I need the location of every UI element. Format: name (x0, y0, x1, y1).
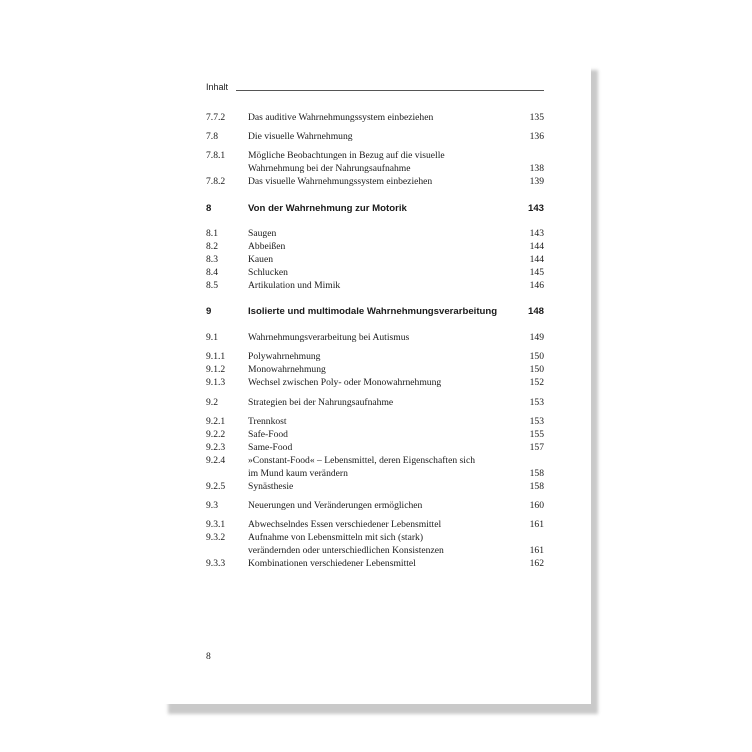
toc-entry-number: 8.3 (206, 254, 218, 265)
toc-entry-title (248, 429, 514, 442)
toc-chapter-entry (206, 203, 544, 216)
toc-entry-title (248, 176, 514, 189)
toc-entry-title-line: Neuerungen und Veränderungen ermöglichen (248, 500, 423, 511)
running-head-label: Inhalt (206, 82, 229, 92)
toc-entry-page: 136 (529, 131, 544, 142)
toc-entry-page: 144 (529, 254, 544, 265)
toc-entry-title-line: Mögliche Beobachtungen in Bezug auf die visuelle (248, 150, 445, 161)
toc-entry-title (248, 397, 514, 410)
toc-entry (206, 267, 544, 280)
toc-entry-page: 158 (529, 467, 544, 479)
toc-entry-title (248, 416, 514, 429)
toc-entry-page: 150 (529, 364, 544, 375)
toc-entry (206, 112, 544, 125)
toc-entry (206, 481, 544, 494)
toc-entry-number: 7.7.2 (206, 112, 226, 123)
toc-entry-number: 9.1.2 (206, 364, 226, 375)
toc-entry-number: 9.2.5 (206, 481, 226, 492)
book-page (161, 62, 591, 704)
toc-entry (206, 280, 544, 293)
toc-entry-title-line: Artikulation und Mimik (248, 280, 341, 291)
toc-entry-title (248, 455, 514, 480)
toc-entry-number: 9.3 (206, 500, 218, 511)
toc-entry-title-line: Wahrnehmungsverarbeitung bei Autismus (248, 332, 410, 343)
toc-entry-title-line: im Mund kaum verändern (248, 467, 348, 479)
toc-entry-title (248, 377, 514, 390)
toc-entry-number: 9.1 (206, 332, 218, 343)
toc-entry (206, 532, 544, 557)
toc-entry-title-line: Kombinationen verschiedener Lebensmittel (248, 558, 416, 569)
toc-entry-title-line: Abwechselndes Essen verschiedener Lebensmittel (248, 519, 442, 530)
toc-entry-title-line: Wahrnehmung bei der Nahrungsaufnahme (248, 162, 411, 174)
toc-entry-title-line: verändernden oder unterschiedlichen Konsistenzen (248, 544, 444, 556)
toc-entry-title-line: Isolierte und multimodale Wahrnehmungsverarbeitung (248, 306, 498, 317)
toc-entry (206, 500, 544, 513)
toc-entry (206, 416, 544, 429)
toc-entry (206, 241, 544, 254)
toc-entry-number: 9 (206, 306, 212, 317)
toc-entry-number: 9.2.1 (206, 416, 226, 427)
toc-chapter-entry (206, 306, 544, 319)
toc-entry-page: 135 (529, 112, 544, 123)
toc-entry (206, 442, 544, 455)
toc-entry-title-line: Die visuelle Wahrnehmung (248, 131, 353, 142)
page-number: 8 (206, 651, 211, 662)
toc-entry-number: 9.2.2 (206, 429, 226, 440)
toc-entry-title (248, 364, 514, 377)
toc-entry-page: 155 (529, 429, 544, 440)
toc-entry-number: 8.4 (206, 267, 218, 278)
toc-entry-title-line: Polywahrnehmung (248, 351, 321, 362)
toc-entry-title-line: »Constant-Food« – Lebensmittel, deren Eigenschaften sich (248, 455, 475, 466)
toc-entry-number: 9.1.1 (206, 351, 226, 362)
toc-entry-title (248, 228, 514, 241)
toc-entry-title (248, 203, 514, 216)
toc-entry (206, 364, 544, 377)
toc-entry-title (248, 332, 514, 345)
toc-entry-title-line: Schlucken (248, 267, 288, 278)
toc-entry-page: 158 (529, 481, 544, 492)
toc-entry (206, 332, 544, 345)
toc-entry-title (248, 351, 514, 364)
toc-entry-page: 149 (529, 332, 544, 343)
toc-entry-title-line: Saugen (248, 228, 277, 239)
toc-entry-title (248, 481, 514, 494)
toc-entry (206, 131, 544, 144)
toc-entry-number: 9.2.4 (206, 455, 226, 466)
toc-entry-page: 148 (527, 306, 544, 317)
toc-entry-number: 9.2.3 (206, 442, 226, 453)
toc-entry-page: 157 (529, 442, 544, 453)
toc-entry (206, 455, 544, 480)
toc-entry-page: 144 (529, 241, 544, 252)
toc-entry (206, 254, 544, 267)
toc-entry-page: 153 (529, 397, 544, 408)
toc-entry-title-line: Abbeißen (248, 241, 286, 252)
toc-entry-number: 8.1 (206, 228, 218, 239)
toc-entry-page: 160 (529, 500, 544, 511)
toc-entry-number: 9.3.2 (206, 532, 226, 543)
toc-entry-title (248, 500, 514, 513)
toc-entry (206, 429, 544, 442)
toc-entry-page: 162 (529, 558, 544, 569)
toc-entry-page: 153 (529, 416, 544, 427)
toc-entry-page: 139 (529, 176, 544, 187)
toc-entry (206, 558, 544, 571)
toc-entry-title-line: Aufnahme von Lebensmitteln mit sich (stark) (248, 532, 424, 543)
toc-entry (206, 176, 544, 189)
toc-entry-title (248, 306, 514, 319)
table-of-contents (161, 62, 591, 704)
toc-entry (206, 377, 544, 390)
toc-entry-number: 7.8.2 (206, 176, 226, 187)
toc-entry-number: 9.1.3 (206, 377, 226, 388)
toc-entry-number: 8 (206, 203, 212, 214)
toc-entry-page: 143 (527, 203, 544, 214)
toc-entry-number: 7.8.1 (206, 150, 226, 161)
toc-entry-title (248, 442, 514, 455)
toc-entry-number: 9.2 (206, 397, 218, 408)
toc-entry-title (248, 131, 514, 144)
toc-entry-title-line: Trennkost (248, 416, 287, 427)
toc-entry-number: 8.2 (206, 241, 218, 252)
toc-entry-title-line: Wechsel zwischen Poly- oder Monowahrnehmung (248, 377, 442, 388)
toc-entry-number: 8.5 (206, 280, 218, 291)
toc-entry (206, 228, 544, 241)
toc-entry-page: 138 (529, 162, 544, 174)
toc-entry-title-line: Kauen (248, 254, 274, 265)
toc-entry-page: 143 (529, 228, 544, 239)
toc-entry-title (248, 280, 514, 293)
toc-entry-title-line: Same-Food (248, 442, 293, 453)
toc-entry-page: 161 (529, 544, 544, 556)
toc-entry-title-line: Safe-Food (248, 429, 288, 440)
toc-entry-title (248, 254, 514, 267)
toc-entry-title (248, 267, 514, 280)
toc-entry-title (248, 112, 514, 125)
toc-entry-title (248, 150, 514, 175)
toc-entry-title (248, 532, 514, 557)
toc-entry (206, 150, 544, 175)
toc-entry-number: 9.3.3 (206, 558, 226, 569)
toc-entry-number: 9.3.1 (206, 519, 226, 530)
toc-entry-title-line: Von der Wahrnehmung zur Motorik (248, 203, 407, 214)
toc-entry (206, 519, 544, 532)
toc-entry-number: 7.8 (206, 131, 218, 142)
toc-entry-title (248, 558, 514, 571)
toc-entry-title-line: Monowahrnehmung (248, 364, 326, 375)
toc-entry-title-line: Das auditive Wahrnehmungssystem einbeziehen (248, 112, 434, 123)
toc-entry-page: 152 (529, 377, 544, 388)
toc-entry (206, 397, 544, 410)
toc-entry-page: 150 (529, 351, 544, 362)
toc-entry-page: 145 (529, 267, 544, 278)
toc-entry (206, 351, 544, 364)
toc-entry-title (248, 519, 514, 532)
toc-entry-title-line: Synästhesie (248, 481, 294, 492)
toc-entry-title-line: Das visuelle Wahrnehmungssystem einbeziehen (248, 176, 433, 187)
toc-entry-title-line: Strategien bei der Nahrungsaufnahme (248, 397, 394, 408)
toc-entry-title (248, 241, 514, 254)
toc-entry-page: 161 (529, 519, 544, 530)
toc-entry-page: 146 (529, 280, 544, 291)
